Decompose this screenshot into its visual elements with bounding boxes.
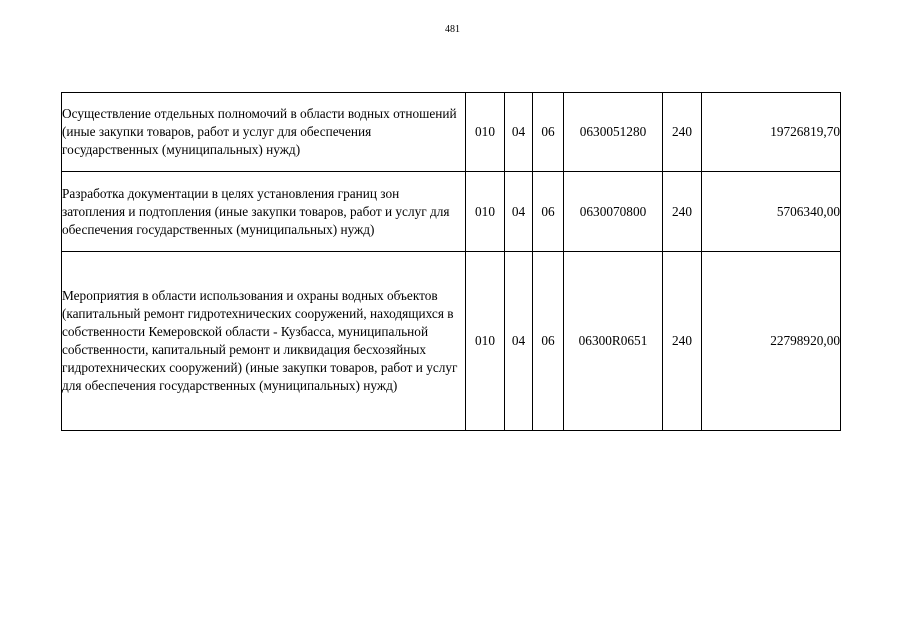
target-article-code: 0630070800 [564,172,663,252]
subsection-code: 06 [533,93,564,172]
subsection-code: 06 [533,172,564,252]
expense-name: Разработка документации в целях установления границ зон затопления и подтопления (иные закупки товаров, работ и услуг для обеспечения государственных (муниципальных) нужд) [62,185,450,237]
sum-value: 19726819,70 [702,93,841,172]
section-code: 04 [505,172,533,252]
section-code: 04 [505,93,533,172]
expense-name-cell [62,93,466,172]
ministry-code: 010 [466,93,505,172]
section-code: 04 [505,252,533,431]
subsection-code: 06 [533,252,564,431]
expense-type-code: 240 [663,93,702,172]
budget-table [61,92,841,431]
expense-name-cell [62,172,466,252]
sum-value: 22798920,00 [702,252,841,431]
page-number: 481 [445,24,460,35]
target-article-code: 0630051280 [564,93,663,172]
table-row [62,252,841,431]
expense-name: Осуществление отдельных полномочий в области водных отношений (иные закупки товаров, работ и услуг для обеспечения государственных (муниципальных) нужд) [62,106,457,157]
ministry-code: 010 [466,252,505,431]
ministry-code: 010 [466,172,505,252]
table-row [62,93,841,172]
expense-name: Мероприятия в области использования и охраны водных объектов (капитальный ремонт гидротехнических сооружений, находящихся в собственности Кемеровской области - Кузбасса, муниципальной собственности, капитальный ремонт и ликвидация бесхозяйных гидротехнических сооружений) (иные закупки товаров, работ и услуг для обеспечения государственных (муниципальных) нужд) [62,288,458,393]
target-article-code: 06300R0651 [564,252,663,431]
expense-type-code: 240 [663,252,702,431]
expense-name-cell [62,252,466,431]
table-row [62,172,841,252]
expense-type-code: 240 [663,172,702,252]
sum-value: 5706340,00 [702,172,841,252]
